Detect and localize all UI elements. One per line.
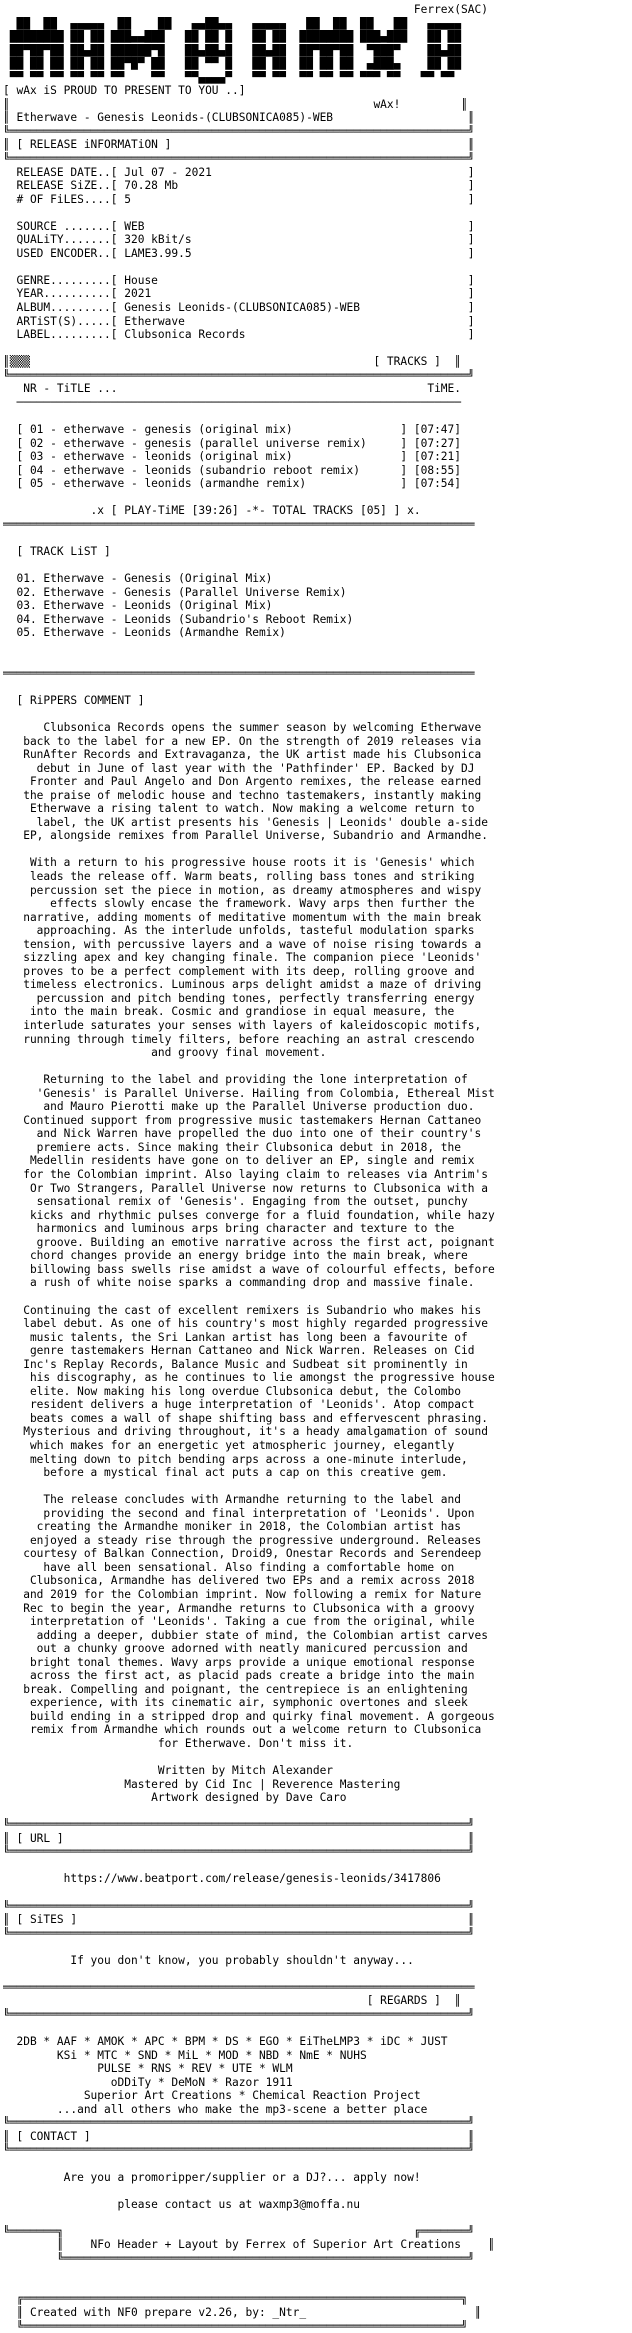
nfo-line: Fronter and Paul Angelo and Don Argento remixes, the release earned bbox=[3, 775, 482, 789]
nfo-line: harmonics and luminous arps bring character and texture to the bbox=[3, 1222, 455, 1236]
nfo-line: ████████ ██ ██ ███▄▄███ ██ ██ █ ██ ██ ████████ ███▄███ ██ ██ bbox=[3, 30, 462, 44]
nfo-line bbox=[3, 1859, 629, 1873]
nfo-line bbox=[3, 1805, 629, 1819]
nfo-line bbox=[3, 2184, 629, 2198]
nfo-line: out a chunky groove adorned with neatly manicured percussion and bbox=[3, 1642, 468, 1656]
nfo-line: [ REGARDS ] ║ bbox=[3, 1994, 462, 2008]
nfo-line: into the main break. Cosmic and grandiose in equal measure, the bbox=[3, 1005, 455, 1019]
nfo-line: tension, with percussive layers and a wave of noise rising towards a bbox=[3, 937, 482, 951]
nfo-line: 04. Etherwave - Leonids (Subandrio's Reboot Remix) bbox=[3, 612, 354, 626]
nfo-line bbox=[3, 1290, 629, 1304]
nfo-line: 2DB * AAF * AMOK * APC * BPM * DS * EGO * EiTheLMP3 * iDC * JUST bbox=[3, 2035, 448, 2049]
nfo-line: sensational remix of 'Genesis'. Engaging from the outset, punchy bbox=[3, 1195, 468, 1209]
nfo-line: experience, with its cinematic air, symphonic overtones and sleek bbox=[3, 1696, 468, 1710]
nfo-line: Are you a promoripper/supplier or a DJ?... apply now! bbox=[3, 2170, 421, 2184]
nfo-line: ██▀██▀██ ██▄██ ██████▀█ ██▄██▄█ ██▄██ ██▀██▀██ ▀███▀ ██▄██ bbox=[3, 43, 462, 57]
nfo-line: Written by Mitch Alexander bbox=[3, 1764, 334, 1778]
nfo-line: ▀▀ ▀▀ ▀▀ ▀▀ ▀▀ ▀▀ ▀▀ ▀▀▄▄▄▄▀ ▀▀ ▀▀ ▀▀ ▀▀ ▀▀ ▀▀▀ ▀▀ ▀▀ ▀▀ bbox=[3, 70, 455, 84]
nfo-line: build ending in a stripped drop and quirky final movement. A gorgeous bbox=[3, 1709, 495, 1723]
nfo-line: and Nick Warren have propelled the duo into one of their country's bbox=[3, 1127, 482, 1141]
nfo-line: providing the second and final interpretation of 'Leonids'. Upon bbox=[3, 1506, 475, 1520]
nfo-line: kicks and rhythmic pulses converge for a fluid foundation, while hazy bbox=[3, 1208, 495, 1222]
nfo-line: oDDiTy * DeMoN * Razor 1911 bbox=[3, 2075, 293, 2089]
nfo-line bbox=[3, 409, 629, 423]
nfo-line: ╚═════════════════════════════════════════════════════════════════╝ bbox=[3, 2319, 468, 2333]
nfo-line: USED ENCODER..[ LAME3.99.5 ] bbox=[3, 246, 475, 260]
nfo-line: groove. Building an emotive narrative across the first act, poignant bbox=[3, 1235, 495, 1249]
nfo-line: ║ [ CONTACT ] ║ bbox=[3, 2129, 475, 2143]
nfo-line: and groovy final movement. bbox=[3, 1046, 327, 1060]
nfo-line: a rush of white noise sparks a commanding drop and massive finale. bbox=[3, 1276, 475, 1290]
nfo-line: Continuing the cast of excellent remixers is Subandrio who makes his bbox=[3, 1303, 482, 1317]
nfo-line: Or Two Strangers, Parallel Universe now returns to Clubsonica with a bbox=[3, 1181, 488, 1195]
nfo-line: ║ [ SiTES ] ║ bbox=[3, 1913, 475, 1927]
nfo-line: ╚════════════════════════════════════════════════════════════════════╝ bbox=[3, 1845, 475, 1859]
nfo-line: ╚════════════════════════════════════════════════════════════════════╝ bbox=[3, 2007, 475, 2021]
nfo-line: chord changes provide an energy bridge into the main break, where bbox=[3, 1249, 468, 1263]
nfo-line: ARTiST(S).....[ Etherwave ] bbox=[3, 314, 475, 328]
nfo-line: SOURCE .......[ WEB ] bbox=[3, 219, 475, 233]
nfo-line: 05. Etherwave - Leonids (Armandhe Remix) bbox=[3, 626, 286, 640]
nfo-line bbox=[3, 531, 629, 545]
nfo-line bbox=[3, 491, 629, 505]
nfo-line: melting down to pitch bending arps across a one-minute interlude, bbox=[3, 1452, 468, 1466]
nfo-line: please contact us at waxmp3@moffa.nu bbox=[3, 2197, 360, 2211]
nfo-line: ╚════════════════════════════════════════════════════════════════════╝ bbox=[3, 152, 475, 166]
nfo-line: his discography, as he continues to lie amongst the progressive house bbox=[3, 1371, 495, 1385]
nfo-line: bright tonal themes. Wavy arps provide a unique emotional response bbox=[3, 1655, 475, 1669]
nfo-line: RELEASE SiZE..[ 70.28 Mb ] bbox=[3, 179, 475, 193]
nfo-line: before a mystical final act puts a cap on this creative gem. bbox=[3, 1466, 448, 1480]
nfo-line: 03. Etherwave - Leonids (Original Mix) bbox=[3, 599, 273, 613]
nfo-line: 02. Etherwave - Genesis (Parallel Universe Remix) bbox=[3, 585, 347, 599]
nfo-line: EP, alongside remixes from Parallel Universe, Subandrio and Armandhe. bbox=[3, 829, 488, 843]
nfo-line: and 2019 for the Colombian imprint. Now following a remix for Nature bbox=[3, 1587, 482, 1601]
nfo-line: ╚════════════════════════════════════════════════════════════════════╝ bbox=[3, 2143, 475, 2157]
nfo-line: back to the label for a new EP. On the strength of 2019 releases via bbox=[3, 734, 482, 748]
nfo-line: GENRE.........[ House ] bbox=[3, 273, 475, 287]
nfo-line: elite. Now making his long overdue Clubsonica debut, the Colombo bbox=[3, 1384, 462, 1398]
nfo-line: Returning to the label and providing the lone interpretation of bbox=[3, 1073, 468, 1087]
nfo-line: ══════════════════════════════════════════════════════════════════════ bbox=[3, 1980, 475, 1994]
nfo-line: RELEASE DATE..[ Jul 07 - 2021 ] bbox=[3, 165, 475, 179]
nfo-line: [ TRACK LiST ] bbox=[3, 544, 111, 558]
nfo-line bbox=[3, 1480, 629, 1494]
nfo-line bbox=[3, 1940, 629, 1954]
nfo-line: ║ wAx! ║ bbox=[3, 97, 468, 111]
nfo-line: resident delivers a huge interpretation of 'Leonids'. Atop compact bbox=[3, 1398, 475, 1412]
nfo-line: Inc's Replay Records, Balance Music and Sudbeat sit prominently in bbox=[3, 1357, 468, 1371]
nfo-line bbox=[3, 206, 629, 220]
nfo-line: percussion set the piece in motion, as dreamy atmospheres and wispy bbox=[3, 883, 482, 897]
nfo-line: The release concludes with Armandhe returning to the label and bbox=[3, 1493, 462, 1507]
nfo-line: [ RiPPERS COMMENT ] bbox=[3, 693, 145, 707]
nfo-line[interactable]: https://www.beatport.com/release/genesis-leonids/3417806 bbox=[3, 1872, 441, 1886]
nfo-line: billowing bass swells rise amidst a wave of colourful effects, before bbox=[3, 1262, 495, 1276]
nfo-line: ║ Created with NF0 prepare v2.26, by: _Ntr_ ║ bbox=[3, 2305, 482, 2319]
nfo-line: proves to be a perfect complement with its deep, rolling groove and bbox=[3, 964, 475, 978]
nfo-line: music talents, the Sri Lankan artist has long been a favourite of bbox=[3, 1330, 468, 1344]
nfo-line: Etherwave a rising talent to watch. Now making a welcome return to bbox=[3, 802, 475, 816]
nfo-line: across the first act, as placid pads create a bridge into the main bbox=[3, 1669, 475, 1683]
nfo-line: [ 01 - etherwave - genesis (original mix) ] [07:47] bbox=[3, 422, 462, 436]
nfo-line: ────────────────────────────────────────────────────────────────── bbox=[3, 395, 462, 409]
nfo-line: debut in June of last year with the 'Pathfinder' EP. Backed by DJ bbox=[3, 761, 475, 775]
nfo-line: break. Compelling and poignant, the centrepiece is an enlightening bbox=[3, 1682, 468, 1696]
nfo-line: premiere acts. Since making their Clubsonica debut in 2018, the bbox=[3, 1140, 462, 1154]
nfo-line: which makes for an energetic yet atmospheric journey, elegantly bbox=[3, 1438, 455, 1452]
nfo-line: ╚════════════════════════════════════════════════════════════════════╝ bbox=[3, 2116, 475, 2130]
nfo-line: leads the release off. Warm beats, rolling bass tones and striking bbox=[3, 870, 475, 883]
nfo-line: sizzling apex and key changing finale. The companion piece 'Leonids' bbox=[3, 951, 482, 965]
nfo-line: timeless electronics. Luminous arps delight amidst a maze of driving bbox=[3, 978, 482, 992]
nfo-line: QUALiTY.......[ 320 kBit/s ] bbox=[3, 233, 475, 247]
nfo-line: genre tastemakers Hernan Cattaneo and Nick Warren. Releases on Cid bbox=[3, 1344, 475, 1358]
nfo-line: If you don't know, you probably shouldn't anyway... bbox=[3, 1953, 414, 1967]
nfo-line: Medellin residents have gone on to deliver an EP, single and remix bbox=[3, 1154, 475, 1168]
nfo-line: ╚════════════════════════════════════════════════════════════╝ bbox=[3, 2251, 475, 2265]
nfo-line: LABEL.........[ Clubsonica Records ] bbox=[3, 328, 475, 342]
nfo-line bbox=[3, 1751, 629, 1765]
nfo-line: ...and all others who make the mp3-scene a better place bbox=[3, 2102, 428, 2116]
nfo-line: for the Colombian imprint. Also laying claim to releases via Antrim's bbox=[3, 1168, 488, 1182]
nfo-line: have all been sensational. Also finding a comfortable home on bbox=[3, 1560, 455, 1574]
nfo-line: Artwork designed by Dave Caro bbox=[3, 1791, 347, 1805]
nfo-line bbox=[3, 2021, 629, 2035]
nfo-line: remix from Armandhe which rounds out a welcome return to Clubsonica bbox=[3, 1723, 482, 1737]
nfo-line: ══════════════════════════════════════════════════════════════════════ bbox=[3, 666, 475, 680]
nfo-line: effects slowly encase the framework. Wavy arps then further the bbox=[3, 897, 475, 911]
nfo-line bbox=[3, 558, 629, 572]
nfo-line bbox=[3, 1060, 629, 1074]
nfo-line: percussion and pitch bending tones, perfectly transferring energy bbox=[3, 991, 475, 1005]
nfo-line: ║ [ URL ] ║ bbox=[3, 1831, 475, 1845]
nfo-line: [ 04 - etherwave - leonids (subandrio reboot remix) ] [08:55] bbox=[3, 463, 462, 477]
nfo-line: approaching. As the interlude unfolds, tasteful modulation sparks bbox=[3, 924, 475, 938]
nfo-line: YEAR..........[ 2021 ] bbox=[3, 287, 475, 301]
nfo-line bbox=[3, 1967, 629, 1981]
nfo-line: Mysterious and driving throughout, it's a heady amalgamation of sound bbox=[3, 1425, 488, 1439]
nfo-line: interlude saturates your senses with layers of kaleidoscopic motifs, bbox=[3, 1019, 482, 1033]
nfo-line: and Mauro Pierotti make up the Parallel Universe production duo. bbox=[3, 1100, 475, 1114]
nfo-line: Ferrex(SAC) bbox=[3, 3, 488, 16]
nfo-line: beats comes a wall of shape shifting bass and effervescent phrasing. bbox=[3, 1411, 488, 1425]
nfo-line: Clubsonica Records opens the summer season by welcoming Etherwave bbox=[3, 720, 482, 734]
nfo-line: KSi * MTC * SND * MiL * MOD * NBD * NmE * NUHS bbox=[3, 2048, 367, 2062]
nfo-line: ╔═════════════════════════════════════════════════════════════════╗ bbox=[3, 2292, 468, 2306]
nfo-line: Mastered by Cid Inc | Reverence Mastering bbox=[3, 1777, 401, 1791]
nfo-line: enjoyed a steady rise through the progressive underground. Releases bbox=[3, 1533, 482, 1547]
nfo-line: ╚════════════════════════════════════════════════════════════════════╝ bbox=[3, 1899, 475, 1913]
nfo-line bbox=[3, 260, 629, 274]
nfo-line: the praise of melodic house and techno tastemakers, instantly making bbox=[3, 788, 482, 802]
nfo-line: ╚════════════════════════════════════════════════════════════════════╝ bbox=[3, 1926, 475, 1940]
nfo-line: Superior Art Creations * Chemical Reaction Project bbox=[3, 2089, 421, 2103]
nfo-line: 'Genesis' is Parallel Universe. Hailing from Colombia, Ethereal Mist bbox=[3, 1086, 495, 1100]
nfo-line bbox=[3, 2157, 629, 2171]
nfo-line: for Etherwave. Don't miss it. bbox=[3, 1737, 354, 1750]
nfo-line: ╚═══════╗ ╔═══════╝ bbox=[3, 2224, 475, 2238]
nfo-line: ╚════════════════════════════════════════════════════════════════════╝ bbox=[3, 368, 475, 382]
nfo-line: Continued support from progressive music tastemakers Hernan Cattaneo bbox=[3, 1113, 482, 1127]
nfo-line: ALBUM.........[ Genesis Leonids-(CLUBSONICA085)-WEB ] bbox=[3, 301, 475, 315]
nfo-line: With a return to his progressive house roots it is 'Genesis' which bbox=[3, 856, 475, 870]
nfo-line: ║ NFo Header + Layout by Ferrex of Superior Art Creations ║ bbox=[3, 2238, 495, 2252]
nfo-line: # OF FiLES....[ 5 ] bbox=[3, 192, 475, 206]
nfo-line: label, the UK artist presents his 'Genesis | Leonids' double a-side bbox=[3, 815, 488, 829]
nfo-line bbox=[3, 2211, 629, 2225]
nfo-line: NR - TiTLE ... TiME. bbox=[3, 382, 462, 396]
nfo-line bbox=[3, 2265, 629, 2279]
nfo-line: creating the Armandhe moniker in 2018, the Colombian artist has bbox=[3, 1520, 462, 1534]
nfo-line: [ 02 - etherwave - genesis (parallel universe remix) ] [07:27] bbox=[3, 436, 462, 450]
nfo-line: ══════════════════════════════════════════════════════════════════════ bbox=[3, 517, 475, 531]
nfo-line: ██ ██ ▄▄▄▄▄ ██ ██ ▄▄██▄▄ ▄▄▄▄▄ ██ ██ ██ ██ ▄▄▄▄▄ bbox=[3, 16, 462, 30]
nfo-line: ╚════════════════════════════════════════════════════════════════════╝ bbox=[3, 1818, 475, 1832]
nfo-line bbox=[3, 640, 629, 654]
nfo-line: narrative, adding moments of meditative momentum with the main break bbox=[3, 910, 482, 924]
nfo-line: .x [ PLAY-TiME [39:26] -*- TOTAL TRACKS [05] ] x. bbox=[3, 504, 421, 518]
nfo-line: ║ [ RELEASE iNFORMATiON ] ║ bbox=[3, 138, 475, 152]
nfo-line bbox=[3, 2279, 629, 2293]
nfo-line: ╚════════════════════════════════════════════════════════════════════╝ bbox=[3, 124, 475, 138]
nfo-line bbox=[3, 843, 629, 857]
nfo-line: [ 05 - etherwave - leonids (armandhe remix) ] [07:54] bbox=[3, 477, 462, 491]
nfo-line bbox=[3, 1886, 629, 1900]
nfo-line bbox=[3, 342, 629, 356]
nfo-line: ██ ██ ██ ██ ██ ██▀█▀ ██ ██ ▀▀ █ ██ ██ ██ ██ ██ ▄███▄ ██ ██ bbox=[3, 57, 462, 71]
nfo-line: interpretation of 'Leonids'. Taking a cue from the original, while bbox=[3, 1615, 475, 1629]
nfo-line: Rec to begin the year, Armandhe returns to Clubsonica with a groovy bbox=[3, 1601, 475, 1615]
nfo-line: ║▒▒▒ [ TRACKS ] ║ bbox=[3, 355, 462, 369]
nfo-line bbox=[3, 653, 629, 667]
nfo-line: [ wAx iS PROUD TO PRESENT TO YOU ..] bbox=[3, 84, 246, 98]
nfo-line bbox=[3, 680, 629, 694]
nfo-line: courtesy of Balkan Connection, Droid9, Onestar Records and Serendeep bbox=[3, 1547, 482, 1561]
nfo-line: running through timely filters, before reaching an astral crescendo bbox=[3, 1032, 475, 1046]
nfo-line: ║ Etherwave - Genesis Leonids-(CLUBSONICA085)-WEB ║ bbox=[3, 111, 475, 125]
nfo-line: Clubsonica, Armandhe has delivered two EPs and a remix across 2018 bbox=[3, 1574, 475, 1588]
nfo-line bbox=[3, 707, 629, 721]
nfo-line: adding a deeper, dubbier state of mind, the Colombian artist carves bbox=[3, 1628, 488, 1642]
nfo-line: RunAfter Records and Extravaganza, the UK artist made his Clubsonica bbox=[3, 748, 482, 762]
nfo-line: 01. Etherwave - Genesis (Original Mix) bbox=[3, 571, 273, 585]
nfo-line: [ 03 - etherwave - leonids (original mix) ] [07:21] bbox=[3, 450, 462, 464]
nfo-line: PULSE * RNS * REV * UTE * WLM bbox=[3, 2062, 293, 2076]
nfo-line: label debut. As one of his country's most highly regarded progressive bbox=[3, 1317, 488, 1331]
